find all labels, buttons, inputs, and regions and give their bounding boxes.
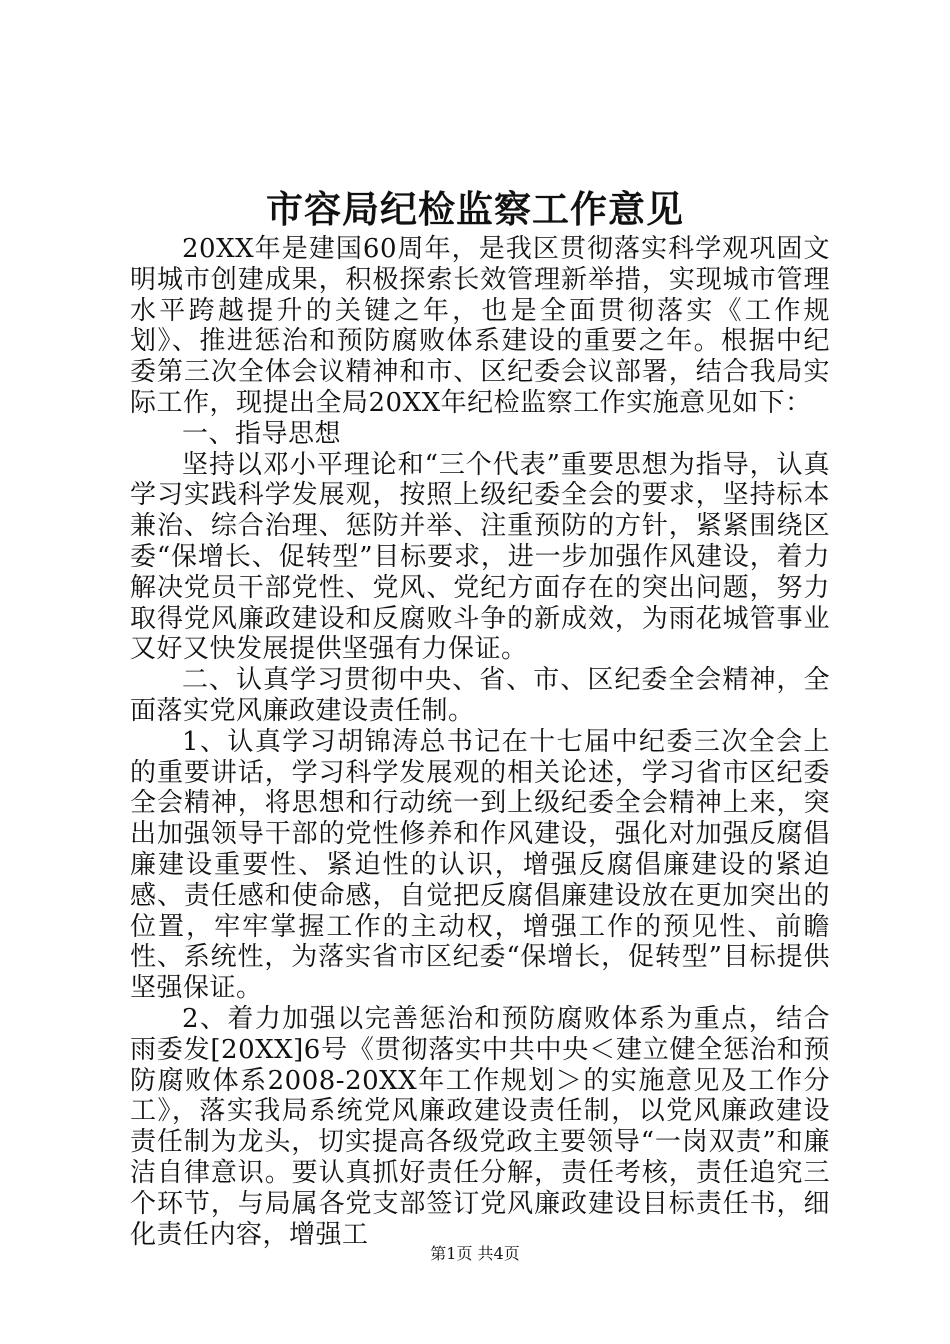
section-heading-1: 一、指导思想 bbox=[182, 418, 342, 449]
paragraph-intro: 20XX年是建国60周年，是我区贯彻落实科学观巩固文明城市创建成果，积极探索长效管理新举措，实现城市管理水平跨越提升的关键之年，也是全面贯彻落实《工作规划》、推进惩治和预防腐败体系建设的重要之年。根据中纪委第三次全体会议精神和市、区纪委会议部署，结合我局实际工作，现提出全局20XX年纪检监察工作实施意见如下： bbox=[130, 234, 830, 418]
page-footer: 第1页 共4页 bbox=[430, 1244, 520, 1263]
paragraph-item-2: 2、着力加强以完善惩治和预防腐败体系为重点，结合雨委发[20XX]6号《贯彻落实中共中央＜建立健全惩治和预防腐败体系2008-20XX年工作规划＞的实施意见及工作分工》，落实我局系统党风廉政建设责任制，以党风廉政建设责任制为龙头，切实提高各级党政主要领导“一岗双责”和廉洁自律意识。要认真抓好责任分解，责任考核，责任追究三个环节，与局属各党支部签订党风廉政建设目标责任书，细化责任内容，增强工 bbox=[130, 1003, 830, 1250]
section-heading-2: 二、认真学习贯彻中央、省、市、区纪委全会精神，全面落实党风廉政建设责任制。 bbox=[130, 665, 830, 726]
document-title: 市容局纪检监察工作意见 bbox=[266, 187, 684, 231]
paragraph-guiding-ideology: 坚持以邓小平理论和“三个代表”重要思想为指导，认真学习实践科学发展观，按照上级纪委全会的要求，坚持标本兼治、综合治理、惩防并举、注重预防的方针，紧紧围绕区委“保增长、促转型”目标要求，进一步加强作风建设，着力解决党员干部党性、党风、党纪方面存在的突出问题，努力取得党风廉政建设和反腐败斗争的新成效，为雨花城管事业又好又快发展提供坚强有力保证。 bbox=[130, 449, 830, 665]
paragraph-item-1: 1、认真学习胡锦涛总书记在十七届中纪委三次全会上的重要讲话，学习科学发展观的相关论述，学习省市区纪委全会精神，将思想和行动统一到上级纪委全会精神上来，突出加强领导干部的党性修养和作风建设，强化对加强反腐倡廉建设重要性、紧迫性的认识，增强反腐倡廉建设的紧迫感、责任感和使命感，自觉把反腐倡廉建设放在更加突出的位置，牢牢掌握工作的主动权，增强工作的预见性、前瞻性、系统性，为落实省市区纪委“保增长，促转型”目标提供坚强保证。 bbox=[130, 726, 830, 1004]
document-body bbox=[130, 234, 830, 1250]
